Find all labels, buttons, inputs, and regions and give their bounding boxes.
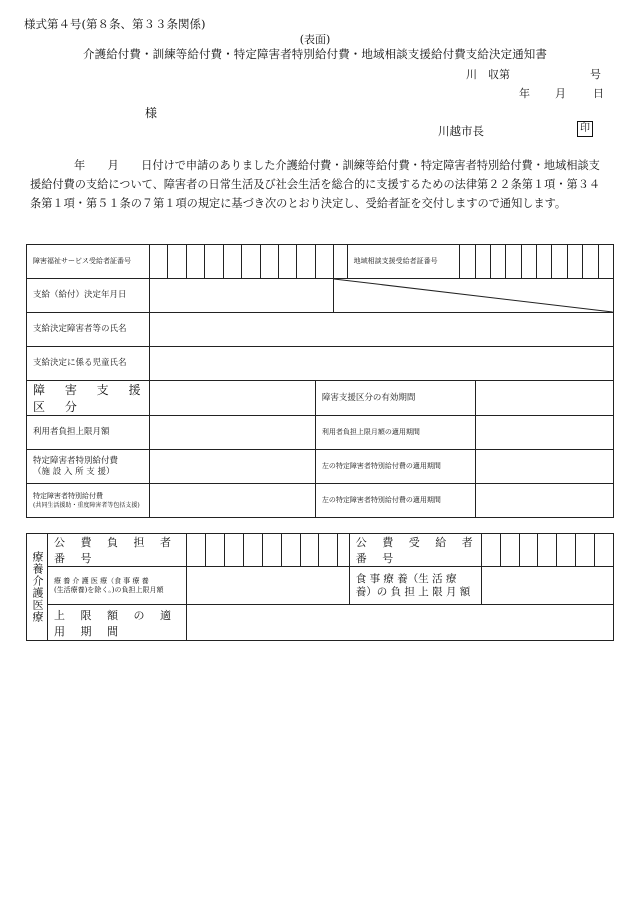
special-benefit2-label bbox=[27, 484, 150, 518]
special-benefit1-value[interactable] bbox=[149, 450, 315, 484]
recipient-number-digit[interactable] bbox=[519, 534, 538, 567]
support-category-label: 障 害 支 援 区 分 bbox=[27, 381, 150, 416]
copay-period-value[interactable] bbox=[475, 416, 613, 450]
medical-limit-value[interactable] bbox=[187, 567, 349, 605]
recipient-number-digit[interactable] bbox=[557, 534, 576, 567]
special-benefit1-period-label: 左の特定障害者特別給付費の適用期間 bbox=[315, 450, 475, 484]
support-period-label: 障害支援区分の有効期間 bbox=[315, 381, 475, 416]
diagonal-struck-cell bbox=[334, 279, 614, 313]
recipient-honorific: 様 bbox=[145, 106, 158, 120]
child-name-label: 支給決定に係る児童氏名 bbox=[27, 347, 150, 381]
document-number-suffix: 号 bbox=[590, 68, 601, 81]
side-label: (表面) bbox=[299, 33, 331, 46]
support-period-value[interactable] bbox=[475, 381, 613, 416]
date-year: 年 bbox=[519, 87, 530, 100]
copay-limit-label: 利用者負担上限月額 bbox=[27, 416, 150, 450]
notice-body-text: 年 月 日付けで申請のありました介護給付費・訓練等給付費・特定障害者特別給付費・地域相談支援給付費の支給について、障害者の日常生活及び社会生活を総合的に支援するための法律第２２条第１項・第３４条第１項・第５１条の７第１項の規定に基づき次のとおり決定し、受給者証を交付しますので通知します。 bbox=[30, 159, 601, 210]
date-day: 日 bbox=[593, 87, 604, 100]
consult-number-digit[interactable] bbox=[460, 245, 475, 279]
decision-table bbox=[26, 244, 614, 518]
recipient-number-digit[interactable] bbox=[594, 534, 613, 567]
service-number-digit[interactable] bbox=[260, 245, 278, 279]
document-number-prefix: 川 収第 bbox=[466, 68, 510, 81]
medical-limit-line1: 療 養 介 護 医 療（食 事 療 養 bbox=[53, 576, 149, 585]
medical-care-side-label: 療養介護医療 bbox=[27, 534, 48, 641]
person-name-value[interactable] bbox=[149, 313, 613, 347]
special-benefit2-line1: 特定障害者特別給付費 bbox=[33, 491, 103, 500]
payer-number-digit[interactable] bbox=[281, 534, 300, 567]
blank-spacer-cell bbox=[334, 245, 347, 279]
consult-recipient-number-label: 地域相談支援受給者証番号 bbox=[347, 245, 460, 279]
meal-limit-line1: 食 事 療 養（生 活 療 bbox=[355, 572, 457, 585]
decision-date-label: 支給（給付）決定年月日 bbox=[27, 279, 150, 313]
consult-number-digit[interactable] bbox=[491, 245, 506, 279]
meal-limit-value[interactable] bbox=[481, 567, 613, 605]
service-recipient-number-label: 障害福祉サービス受給者証番号 bbox=[27, 245, 150, 279]
meal-limit-line2: 養）の 負 担 上 限 月 額 bbox=[355, 585, 471, 598]
service-number-digit[interactable] bbox=[168, 245, 186, 279]
special-benefit2-period-label: 左の特定障害者特別給付費の適用期間 bbox=[315, 484, 475, 518]
payer-number-digit[interactable] bbox=[225, 534, 244, 567]
limit-period-label: 上 限 額 の 適 用 期 間 bbox=[47, 605, 186, 641]
copay-limit-value[interactable] bbox=[149, 416, 315, 450]
special-benefit1-line2: （施 設 入 所 支 援） bbox=[33, 466, 115, 477]
limit-period-value[interactable] bbox=[187, 605, 614, 641]
consult-number-digit[interactable] bbox=[552, 245, 567, 279]
service-number-digit[interactable] bbox=[278, 245, 296, 279]
consult-number-digit[interactable] bbox=[521, 245, 536, 279]
payer-number-label: 公 費 負 担 者 番 号 bbox=[47, 534, 186, 567]
support-category-value[interactable] bbox=[149, 381, 315, 416]
service-number-digit[interactable] bbox=[149, 245, 167, 279]
document-title: 介護給付費・訓練等給付費・特定障害者特別給付費・地域相談支援給付費支給決定通知書 bbox=[83, 47, 547, 61]
service-number-digit[interactable] bbox=[205, 245, 223, 279]
medical-care-table bbox=[26, 533, 614, 641]
recipient-number-digit[interactable] bbox=[576, 534, 595, 567]
decision-date-value[interactable] bbox=[149, 279, 333, 313]
service-number-digit[interactable] bbox=[315, 245, 333, 279]
blank-spacer-cell bbox=[338, 534, 350, 567]
medical-limit-label bbox=[47, 567, 186, 605]
date-month: 月 bbox=[555, 87, 566, 100]
service-number-digit[interactable] bbox=[223, 245, 241, 279]
service-number-digit[interactable] bbox=[297, 245, 315, 279]
issuer-name: 川越市長 bbox=[438, 124, 484, 138]
recipient-number-digit[interactable] bbox=[538, 534, 557, 567]
payer-number-digit[interactable] bbox=[243, 534, 262, 567]
recipient-number-digit[interactable] bbox=[481, 534, 500, 567]
consult-number-digit[interactable] bbox=[583, 245, 598, 279]
consult-number-digit[interactable] bbox=[506, 245, 521, 279]
document-number bbox=[466, 66, 606, 82]
special-benefit1-label bbox=[27, 450, 150, 484]
consult-number-digit[interactable] bbox=[567, 245, 582, 279]
person-name-label: 支給決定障害者等の氏名 bbox=[27, 313, 150, 347]
special-benefit2-period-value[interactable] bbox=[475, 484, 613, 518]
consult-number-digit[interactable] bbox=[537, 245, 552, 279]
special-benefit1-line1: 特定障害者特別給付費 bbox=[33, 455, 119, 466]
consult-number-digit[interactable] bbox=[475, 245, 490, 279]
service-number-digit[interactable] bbox=[242, 245, 260, 279]
form-number: 様式第４号(第８条、第３３条関係) bbox=[24, 17, 206, 31]
payer-number-digit[interactable] bbox=[206, 534, 225, 567]
recipient-number-label: 公 費 受 給 者 番 号 bbox=[349, 534, 481, 567]
payer-number-digit[interactable] bbox=[262, 534, 281, 567]
payer-number-digit[interactable] bbox=[300, 534, 319, 567]
consult-number-digit[interactable] bbox=[598, 245, 613, 279]
meal-limit-label bbox=[349, 567, 481, 605]
copay-period-label: 利用者負担上限月額の適用期間 bbox=[315, 416, 475, 450]
child-name-value[interactable] bbox=[149, 347, 613, 381]
payer-number-digit[interactable] bbox=[319, 534, 338, 567]
special-benefit2-line2: (共同生活援助・重度障害者等包括支援) bbox=[33, 501, 140, 509]
seal-mark: 印 bbox=[577, 121, 593, 137]
special-benefit2-value[interactable] bbox=[149, 484, 315, 518]
medical-limit-line2: (生活療養)を除く。)の負担上限月額 bbox=[53, 585, 164, 594]
special-benefit1-period-value[interactable] bbox=[475, 450, 613, 484]
service-number-digit[interactable] bbox=[186, 245, 204, 279]
payer-number-digit[interactable] bbox=[187, 534, 206, 567]
recipient-number-digit[interactable] bbox=[500, 534, 519, 567]
diagonal-line bbox=[334, 279, 613, 312]
